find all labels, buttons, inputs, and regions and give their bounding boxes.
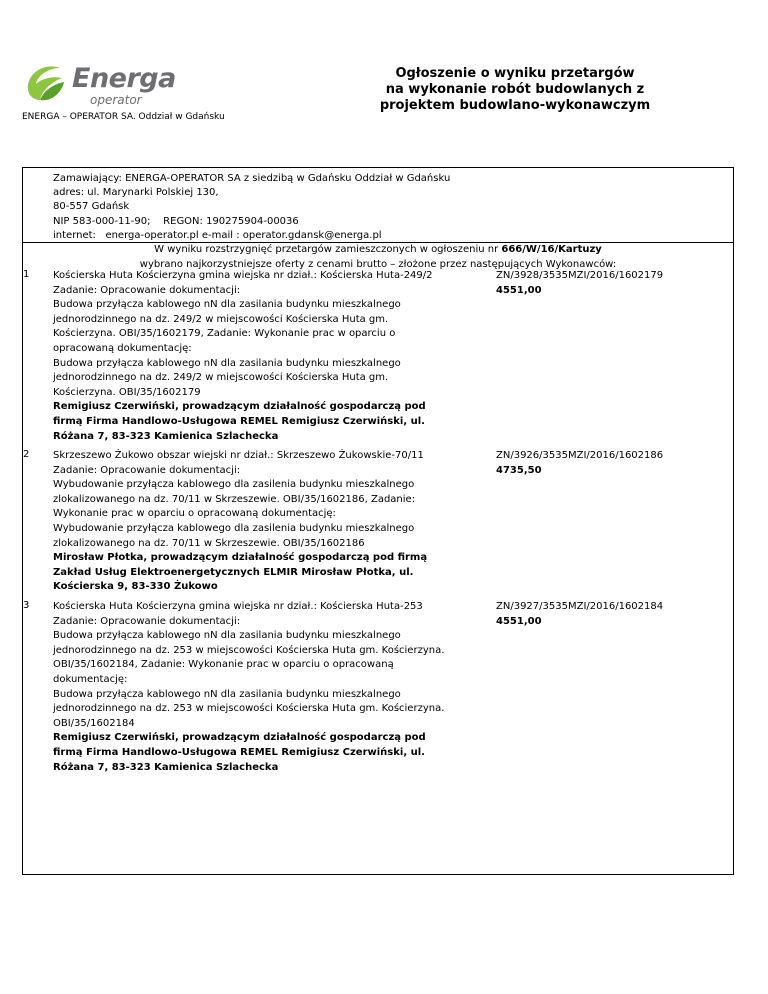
contact-line: NIP 583-000-11-90; REGON: 190275904-00036	[53, 215, 299, 227]
notice-number: 666/W/16/Kartuzy	[501, 244, 602, 255]
item-description	[53, 269, 493, 444]
contact-line: adres: ul. Marynarki Polskiej 130,	[53, 187, 219, 199]
company-name: ENERGA – OPERATOR SA. Oddział w Gdańsku	[22, 112, 225, 122]
title-line: na wykonanie robót budowlanych z	[385, 82, 645, 97]
energa-logo	[22, 60, 182, 110]
winner-line: Różana 7, 83-323 Kamienica Szlachecka	[53, 430, 279, 442]
contact-line: Zamawiający: ENERGA-OPERATOR SA z siedzibą w Gdańsku Oddział w Gdańsku	[53, 173, 451, 184]
desc-line: dokumentację:	[53, 673, 128, 685]
item-number: 1	[23, 269, 30, 280]
document-title	[365, 66, 665, 114]
document-header	[0, 0, 768, 165]
winner-line: Remigiusz Czerwiński, prowadzącym działalność gospodarczą pod	[53, 401, 426, 413]
contact-line: 80-557 Gdańsk	[53, 201, 130, 213]
desc-line: zlokalizowanego na dz. 70/11 w Skrzeszewie. OBI/35/1602186	[53, 537, 365, 549]
item-price: 4735,50	[496, 464, 542, 476]
desc-line: OBI/35/1602184	[53, 717, 135, 729]
results-frame	[22, 167, 734, 875]
item-price: 4551,00	[496, 615, 542, 627]
desc-line: jednorodzinnego na dz. 249/2 w miejscowości Kościerska Huta gm.	[53, 313, 389, 325]
desc-line: Zadanie: Opracowanie dokumentacji:	[53, 464, 241, 476]
logo-wordmark: Energa	[72, 63, 176, 94]
desc-line: OBI/35/1602184, Zadanie: Wykonanie prac w oparciu o opracowaną	[53, 659, 394, 671]
item-price: 4551,00	[496, 284, 542, 296]
contracting-authority	[53, 172, 450, 243]
desc-line: Kościerska Huta Kościerzyna gmina wiejska nr dział.: Kościerska Huta-249/2	[53, 270, 433, 281]
item-reference	[496, 449, 663, 478]
desc-line: Kościerzyna. OBI/35/1602179	[53, 386, 201, 398]
winner-line: firmą Firma Handlowo-Usługowa REMEL Remigiusz Czerwiński, ul.	[53, 746, 425, 758]
item-number: 2	[23, 449, 30, 460]
reference-number: ZN/3927/3535MZI/2016/1602184	[496, 601, 664, 612]
reference-number: ZN/3926/3535MZI/2016/1602186	[496, 450, 664, 461]
item-number: 3	[23, 600, 30, 611]
item-description	[53, 449, 493, 595]
item-reference	[496, 269, 663, 298]
desc-line: Kościerzyna. OBI/35/1602179, Zadanie: Wykonanie prac w oparciu o	[53, 328, 396, 340]
title-line: Ogłoszenie o wyniku przetargów	[395, 66, 635, 81]
item-reference	[496, 600, 663, 629]
winner-line: Zakład Usług Elektroenergetycznych ELMIR Mirosław Płotka, ul.	[53, 566, 414, 578]
desc-line: Budowa przyłącza kablowego nN dla zasilania budynku mieszkalnego	[53, 630, 401, 642]
desc-line: Wybudowanie przyłącza kablowego dla zasilenia budynku mieszkalnego	[53, 522, 415, 534]
reference-number: ZN/3928/3535MZI/2016/1602179	[496, 270, 664, 281]
intro-text	[23, 243, 733, 272]
desc-line: jednorodzinnego na dz. 249/2 w miejscowości Kościerska Huta gm.	[53, 372, 389, 384]
intro-line-2: wybrano najkorzystniejsze oferty z cenami brutto – złożone przez następujących Wykonawców:	[139, 258, 617, 270]
desc-line: Kościerska Huta Kościerzyna gmina wiejska nr dział.: Kościerska Huta-253	[53, 601, 423, 612]
desc-line: jednorodzinnego na dz. 253 w miejscowości Kościerska Huta gm. Kościerzyna.	[53, 703, 445, 715]
winner-line: Remigiusz Czerwiński, prowadzącym działalność gospodarczą pod	[53, 732, 426, 744]
desc-line: jednorodzinnego na dz. 253 w miejscowości Kościerska Huta gm. Kościerzyna.	[53, 644, 445, 656]
desc-line: Wybudowanie przyłącza kablowego dla zasilenia budynku mieszkalnego	[53, 479, 415, 491]
title-line: projektem budowlano-wykonawczym	[379, 98, 651, 113]
contact-line: internet: energa-operator.pl e-mail : operator.gdansk@energa.pl	[53, 229, 382, 241]
desc-line: Zadanie: Opracowanie dokumentacji:	[53, 615, 241, 627]
desc-line: zlokalizowanego na dz. 70/11 w Skrzeszewie. OBI/35/1602186, Zadanie:	[53, 493, 416, 505]
winner-line: firmą Firma Handlowo-Usługowa REMEL Remigiusz Czerwiński, ul.	[53, 415, 425, 427]
winner-line: Różana 7, 83-323 Kamienica Szlachecka	[53, 761, 279, 773]
desc-line: opracowaną dokumentację:	[53, 342, 192, 354]
intro-prefix: W wyniku rozstrzygnięć przetargów zamieszczonych w ogłoszeniu nr	[154, 244, 502, 255]
desc-line: Budowa przyłącza kablowego nN dla zasilania budynku mieszkalnego	[53, 299, 401, 311]
desc-line: Zadanie: Opracowanie dokumentacji:	[53, 284, 241, 296]
winner-line: Kościerska 9, 83-330 Żukowo	[53, 581, 218, 593]
desc-line: Skrzeszewo Żukowo obszar wiejski nr dział.: Skrzeszewo Żukowskie-70/11	[53, 450, 424, 461]
desc-line: Wykonanie prac w oparciu o opracowaną dokumentację:	[53, 508, 336, 520]
logo-subtitle: operator	[90, 93, 142, 107]
winner-line: Mirosław Płotka, prowadzącym działalność gospodarczą pod firmą	[53, 552, 428, 564]
item-description	[53, 600, 493, 775]
desc-line: Budowa przyłącza kablowego nN dla zasilania budynku mieszkalnego	[53, 357, 401, 369]
desc-line: Budowa przyłącza kablowego nN dla zasilania budynku mieszkalnego	[53, 688, 401, 700]
energa-swoosh-icon	[22, 60, 70, 108]
